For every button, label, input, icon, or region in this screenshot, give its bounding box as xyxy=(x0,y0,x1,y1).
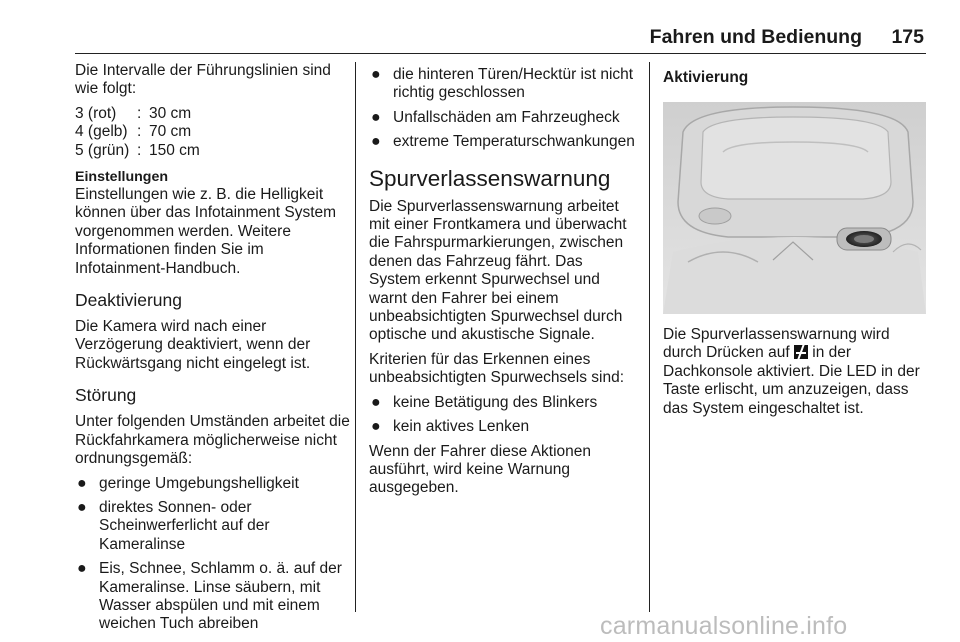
deactivation-heading: Deaktivierung xyxy=(75,290,182,311)
settings-text: Einstellungen wie z. B. die Helligkeit können über das Infotainment System vorgenommen werden. Weitere Informationen finden Sie im Infotainment-Handbuch. xyxy=(75,186,337,277)
interval-value: 30 cm xyxy=(149,104,192,122)
bullet: ● xyxy=(77,498,87,516)
conditions-list xyxy=(369,66,637,152)
interval-value: 150 cm xyxy=(149,141,200,159)
interval-label: 3 (rot) xyxy=(75,104,117,122)
list-item: ● Eis, Schnee, Schlamm o. ä. auf der Kameralinse. Linse säubern, mit Wasser abspülen und mit einem weichen Tuch abreiben xyxy=(77,560,342,633)
header-title: Fahren und Bedienung xyxy=(649,26,862,48)
bullet: ● xyxy=(371,133,381,151)
criteria-intro: Kriterien für das Erkennen eines unbeabsichtigten Spurwechsels sind: xyxy=(369,350,625,387)
intervals-intro: Die Intervalle der Führungslinien sind wie folgt: xyxy=(75,62,331,98)
fault-text: Unter folgenden Umständen arbeitet die Rückfahrkamera möglicherweise nicht ordnungsgemäß: xyxy=(75,413,350,468)
roof-console-photo xyxy=(663,102,926,314)
interval-value: 70 cm xyxy=(149,123,192,141)
interval-label: 4 (gelb) xyxy=(75,123,128,141)
fault-list xyxy=(75,475,350,634)
activation-heading: Aktivierung xyxy=(663,69,749,86)
no-warning-text: Wenn der Fahrer diese Aktionen ausführt, wird keine Warnung ausgegeben. xyxy=(369,442,592,497)
bullet: ● xyxy=(371,108,381,126)
settings-heading: Einstellungen xyxy=(75,169,169,186)
list-item: ● keine Betätigung des Blinkers xyxy=(371,393,598,411)
fault-heading: Störung xyxy=(75,385,137,406)
list-item: ● kein aktives Lenken xyxy=(371,418,530,436)
interval-separator: : xyxy=(137,141,142,159)
activation-text: Die Spurverlassenswarnung wird durch Drücken auf in der Dachkonsole aktiviert. Die LED in der Taste erlischt, um anzuzeigen, dass das System eingeschaltet ist. xyxy=(663,326,920,417)
interval-label: 5 (grün) xyxy=(75,141,130,159)
list-item: ● extreme Temperaturschwankungen xyxy=(371,133,635,151)
deactivation-text: Die Kamera wird nach einer Verzögerung deaktiviert, wenn der Rückwärtsgang nicht eingelegt ist. xyxy=(75,318,311,372)
list-item: ● direktes Sonnen- oder Scheinwerferlicht auf der Kameralinse xyxy=(77,498,270,553)
list-item: ● Unfallschäden am Fahrzeugheck xyxy=(371,108,620,126)
column-divider xyxy=(355,62,356,612)
section-heading: Spurverlassenswarnung xyxy=(369,165,611,191)
bullet: ● xyxy=(371,418,381,436)
lane-warning-text: Die Spurverlassenswarnung arbeitet mit einer Frontkamera und überwacht die Fahrspurmarkierungen, zwischen denen das Fahrzeug fährt. Das System erkennt Spurwechsel und warnt den Fahrer bei einem unbeabsichtigten Spurwechsel durch optische und akustische Signale. xyxy=(369,197,627,344)
interval-separator: : xyxy=(137,104,142,122)
interval-separator: : xyxy=(137,123,142,141)
bullet: ● xyxy=(77,474,87,492)
page-number: 175 xyxy=(891,26,924,48)
bullet: ● xyxy=(77,560,87,578)
bullet: ● xyxy=(371,393,381,411)
column-2 xyxy=(369,62,637,504)
watermark: carmanualsonline.info xyxy=(600,612,848,640)
column-3 xyxy=(663,62,926,424)
lane-departure-icon xyxy=(794,345,808,359)
criteria-list xyxy=(369,394,637,437)
column-divider xyxy=(649,62,650,612)
header-rule xyxy=(75,53,926,54)
list-item: ● geringe Umgebungshelligkeit xyxy=(77,474,299,492)
column-1 xyxy=(75,62,350,640)
intervals-table xyxy=(75,105,350,160)
list-item: ● die hinteren Türen/Hecktür ist nicht richtig geschlossen xyxy=(371,66,634,102)
bullet: ● xyxy=(371,66,381,83)
